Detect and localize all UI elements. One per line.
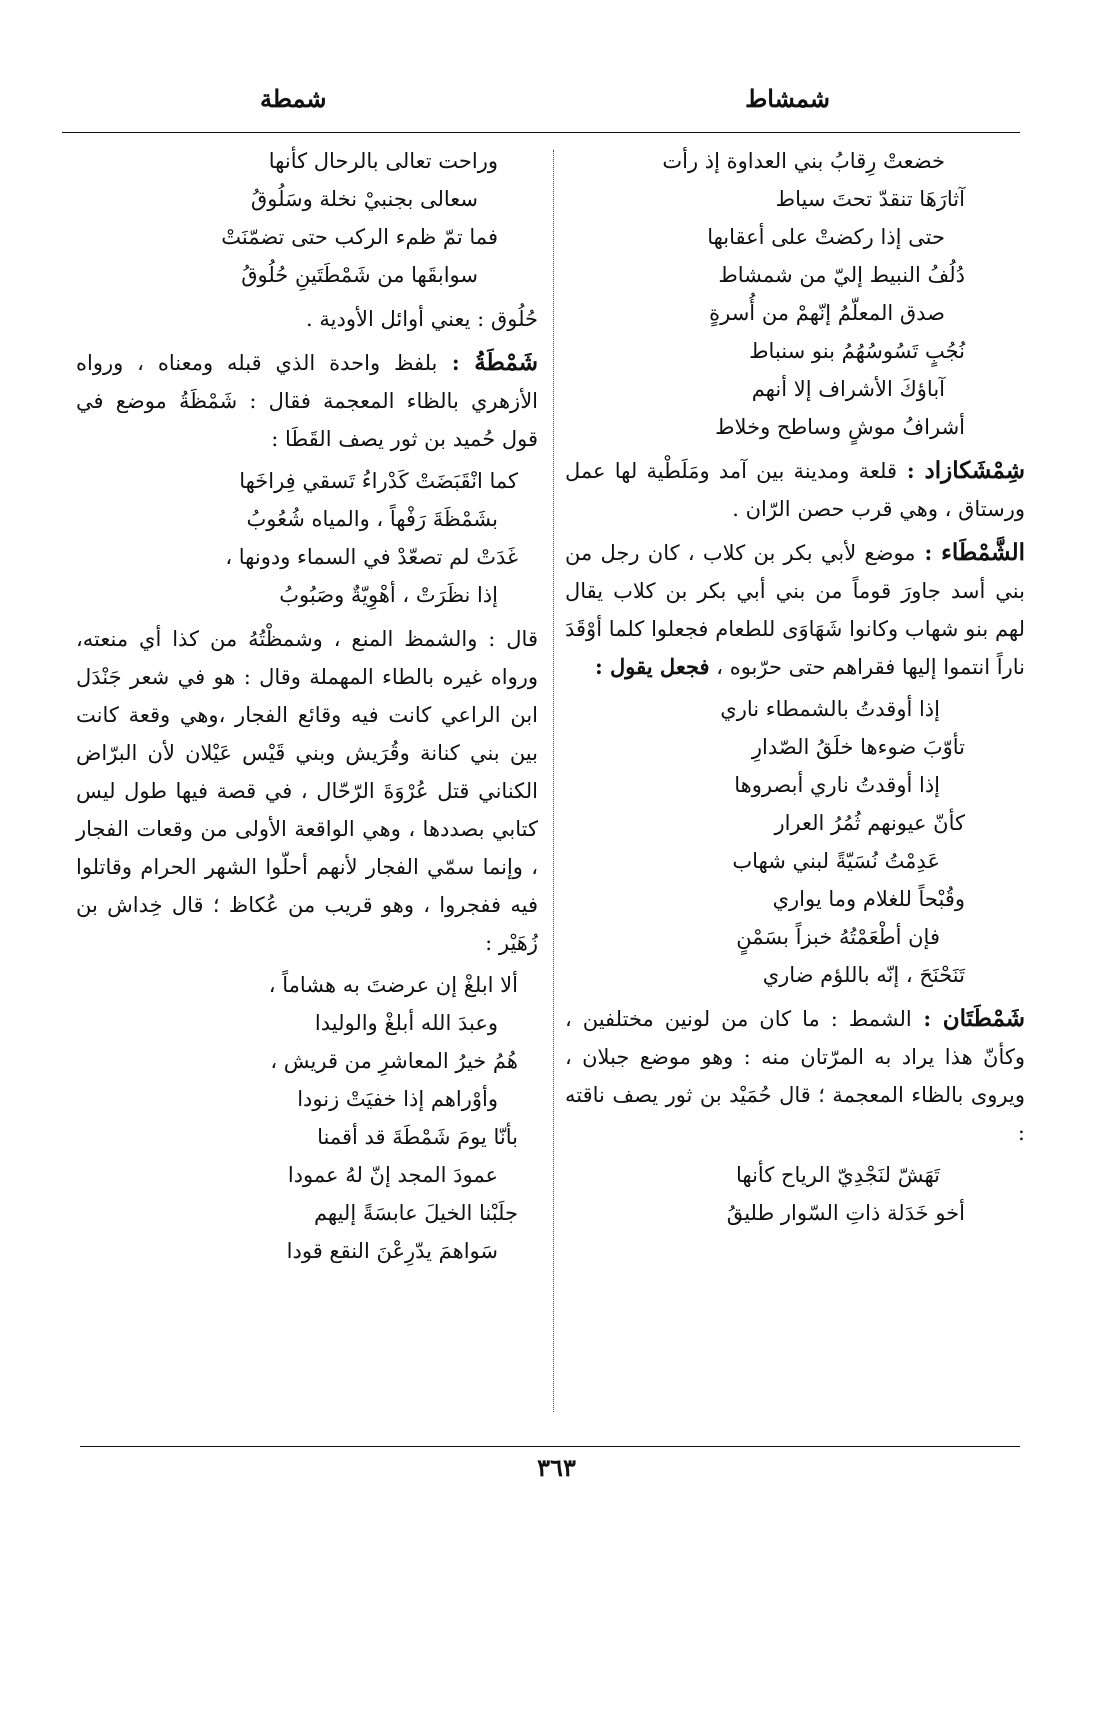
note-line: حُلُوق : يعني أوائل الأودية . xyxy=(306,307,538,331)
verse-line: أشرافُ موشٍ وساطح وخلاط xyxy=(715,415,965,439)
verse-line: فما تمّ ظمء الركب حتى تضمّنَتْ xyxy=(221,225,498,249)
column-divider xyxy=(553,150,554,1412)
verse-line: تَهَشّ لنَجْدِيّ الرياح كأنها xyxy=(735,1163,940,1187)
verse-line: وقُبْحاً للغلام وما يواري xyxy=(772,887,965,911)
verse-line: عَدِمْتُ نُسَيّةً لبني شهاب xyxy=(732,849,940,873)
bottom-rule xyxy=(80,1446,1020,1447)
verse-line: جلَبْنا الخيلَ عابسَةً إليهم xyxy=(313,1201,518,1225)
verse-line: أخو خَدَلة ذاتِ السّوار طليقُ xyxy=(726,1201,965,1225)
paragraph-text: قال : والشمظ المنع ، وشمظْتُهُ من كذا أي منعته، ورواه غيره بالطاء المهملة وقال : هو في شعر جَنْدَل ابن الراعي كانت فيه وقائع الفجار ،وهي وقعة كانت بين بني كنانة وقُرَيش وبني قَيْس عَيْلان لأن البرّاض الكناني قتل عُرْوَةَ الرّحّال ، في قصة فيها طول ليس كتابي بصددها ، وهي الواقعة الأولى من وقعات الفجار ، وإنما سمّي الفجار لأنهم أحلّوا الشهر الحرام وقاتلوا فيه ففجروا ، وهو قريب من عُكاظ ؛ قال خِداش بن زُهَيْر : xyxy=(76,627,538,955)
verse-line: سَواهمَ يدّرِعْنَ النقع قودا xyxy=(286,1239,498,1263)
verse-line: إذا نظَرَتْ ، أهْوِيّةٌ وصَبُوبُ xyxy=(279,583,498,607)
verse-line: عمودَ المجد إنّ لهُ عمودا xyxy=(287,1163,498,1187)
left-column xyxy=(76,142,538,1727)
verse-line: هُمُ خيرُ المعاشرِ من قريش ، xyxy=(270,1049,518,1073)
verse-line: نُجُبٍ تَسُوسُهُمُ بنو سنباط xyxy=(749,339,965,363)
entry-shamta: شَمْطَةُ : بلفظ واحدة الذي قبله ومعناه ، ورواه الأزهري بالظاء المعجمة فقال : شَمْظَةُ موضع في قول حُميد بن ثور يصف القَطَا : xyxy=(76,349,538,451)
verse-line: بأنّا يومَ شَمْطَةَ قد أقمنا xyxy=(317,1125,518,1149)
verse-line: غَدَتْ لم تصعّدْ في السماء ودونها ، xyxy=(225,545,518,569)
verse-line: ألا ابلغْ إن عرضتَ به هشاماً ، xyxy=(268,973,518,997)
verse-line: إذا أوقدتُ ناري أبصروها xyxy=(734,773,940,797)
entry-shamshkazad: شِمْشَكازاد : قلعة ومدينة بين آمد ومَلَطْية لها عمل ورستاق ، وهي قرب حصن الرّان . xyxy=(565,457,1025,521)
entry-text: بلفظ واحدة الذي قبله ومعناه ، ورواه الأزهري بالظاء المعجمة فقال : شَمْظَةُ موضع في قول حُميد بن ثور يصف القَطَا : xyxy=(76,351,538,451)
verse-line: كما انْقَبَضَتْ كَدْراءُ تَسقي فِراخَها xyxy=(239,469,518,493)
entry-shamtaa: الشَّمْطَاء : موضع لأبي بكر بن كلاب ، كان رجل من بني أسد جاورَ قوماً من بني أبي بكر بن كلاب يقال لهم بنو شهاب وكانوا شَهَاوَى للطعام فجعلوا كلما أوْقَدَ ناراً انتموا إليها فقراهم حتى حرّبوه ، فجعل يقول : xyxy=(565,539,1025,679)
verse-line: فإن أطْعَمْتُهُ خبزاً بسَمْنٍ xyxy=(736,925,940,949)
entry-text: موضع لأبي بكر بن كلاب ، كان رجل من بني أسد جاورَ قوماً من بني أبي بكر بن كلاب يقال لهم بنو شهاب وكانوا شَهَاوَى للطعام فجعلوا كلما أوْقَدَ ناراً انتموا إليها فقراهم حتى حرّبوه ، xyxy=(565,541,1025,679)
page-header xyxy=(60,84,1020,124)
entry-text: قلعة ومدينة بين آمد ومَلَطْية لها عمل ورستاق ، وهي قرب حصن الرّان . xyxy=(565,459,1025,521)
entry-headword: الشَّمْطَاء xyxy=(941,539,1025,566)
verse-line: وراحت تعالى بالرحال كأنها xyxy=(268,149,498,173)
entry-headword: شَمْطَةُ xyxy=(474,349,538,376)
entry-headword: شِمْشَكازاد xyxy=(924,457,1025,484)
verse-line: وعبدَ الله أبلغْ والوليدا xyxy=(314,1011,498,1035)
verse-line: سعالى بجنبيْ نخلة وسَلُوقُ xyxy=(250,187,478,211)
verse-line: تأوّبَ ضوءها خلَقُ الصّدارِ xyxy=(751,735,965,759)
verse-line: إذا أوقدتُ بالشمطاء ناري xyxy=(720,697,940,721)
verse-line: آثارَهَا تنقدّ تحتَ سياط xyxy=(775,187,965,211)
verse-line: خضعتْ رِقابُ بني العداوة إذ رأت xyxy=(662,149,945,173)
verse-line: حتى إذا ركضتْ على أعقابها xyxy=(707,225,945,249)
entry-intro: فجعل يقول : xyxy=(594,654,710,679)
verse-line: دُلُفُ النبيط إليّ من شمشاط xyxy=(718,263,965,287)
right-column xyxy=(565,142,1025,1727)
verse-line: وأوْراهم إذا خفيَتْ زنودا xyxy=(297,1087,498,1111)
verse-line: كأنّ عيونهم ثُمُرُ العرار xyxy=(774,811,965,835)
header-title-right: شمشاط xyxy=(745,84,830,113)
page-number: ٣٦٣ xyxy=(537,1453,576,1482)
entry-headword: شَمْطَتَان xyxy=(942,1005,1026,1032)
verse-line: آباؤكَ الأشراف إلا أنهم xyxy=(751,377,945,401)
header-title-left: شمطة xyxy=(260,84,327,113)
top-rule xyxy=(62,132,1020,133)
verse-line: بشَمْظَةَ رَفْهاً ، والمياه شُعُوبُ xyxy=(246,507,498,531)
verse-line: سوابقَها من شَمْطَتَينِ حُلُوقُ xyxy=(241,263,478,287)
verse-line: صدق المعلّمُ إنّهمْ من أُسرةٍ xyxy=(709,301,945,325)
entry-shamtatan: شَمْطَتَان : الشمط : ما كان من لونين مختلفين ، وكأنّ هذا يراد به المرّتان منه : وهو موضع جبلان ، ويروى بالظاء المعجمة ؛ قال حُمَيْد بن ثور يصف ناقته : xyxy=(565,1005,1026,1145)
verse-line: تَنَحْنَحَ ، إنّه باللؤم ضاري xyxy=(762,963,965,987)
entry-text: الشمط : ما كان من لونين مختلفين ، وكأنّ هذا يراد به المرّتان منه : وهو موضع جبلان ، ويروى بالظاء المعجمة ؛ قال حُمَيْد بن ثور يصف ناقته : xyxy=(565,1007,1025,1145)
